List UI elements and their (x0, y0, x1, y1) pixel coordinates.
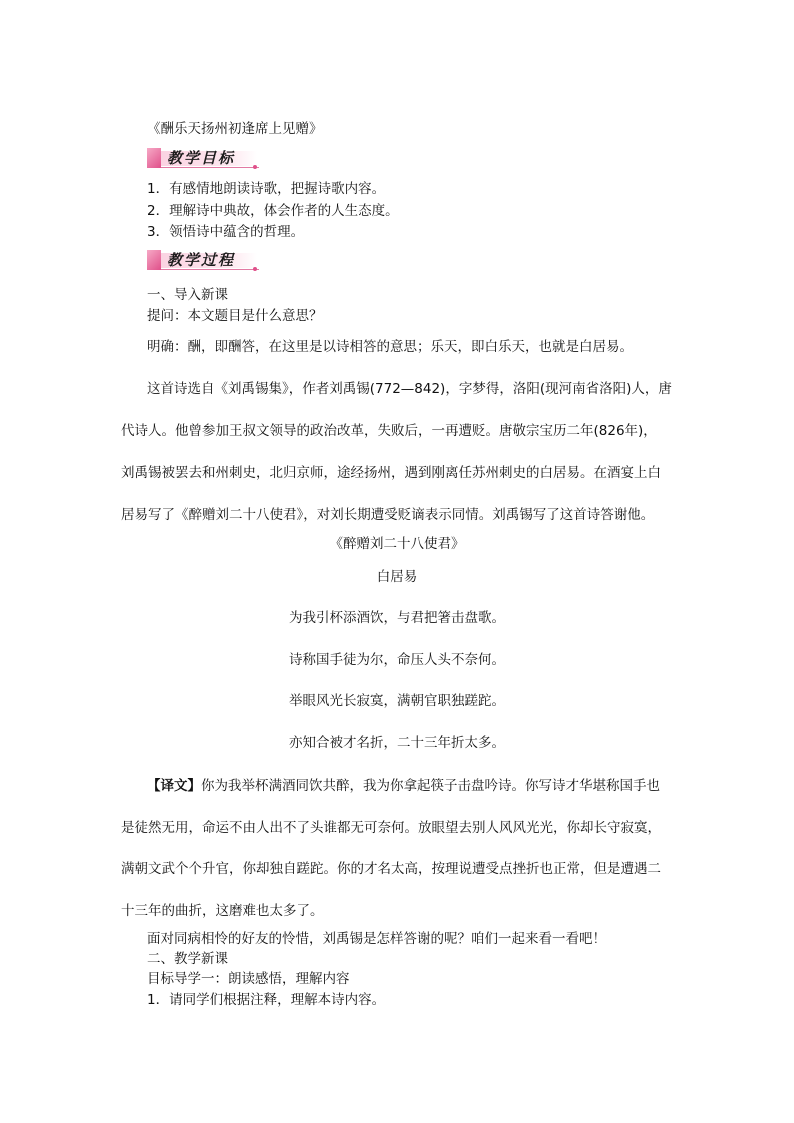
part2-title: 二、教学新课 (147, 951, 228, 967)
banner-tab-decoration (147, 250, 161, 270)
translation-line: 是徒然无用，命运不由人出不了头谁都无可奈何。放眼望去别人风风光光，你却长守寂寞， (121, 820, 661, 836)
banner-dot (253, 267, 257, 271)
banner-tab-decoration (147, 148, 161, 168)
banner-dot (253, 165, 257, 169)
intro-line: 刘禹锡被罢去和州刺史，北归京师，途经扬州，遇到刚离任苏州刺史的白居易。在酒宴上白 (121, 465, 661, 481)
poem-author: 白居易 (376, 569, 418, 585)
poem-title: 《醉赠刘二十八使君》 (329, 536, 465, 552)
process-heading-banner (147, 250, 259, 272)
translation-line: 满朝文武个个升官，你却独自蹉跎。你的才名太高，按理说遭受点挫折也正常，但是遭遇二 (121, 861, 661, 877)
guide-title: 目标导学一：朗读感悟，理解内容 (147, 971, 350, 987)
translation-text: 你为我举杯满酒同饮共醉，我为你拿起筷子击盘吟诗。你写诗才华堪称国手也 (201, 778, 660, 794)
intro-line: 这首诗选自《刘禹锡集》，作者刘禹锡(772—842)，字梦得，洛阳(现河南省洛阳)人，唐 (147, 381, 672, 397)
guide-item: 1．请同学们根据注释，理解本诗内容。 (147, 992, 386, 1008)
transition-line: 面对同病相怜的好友的怜惜，刘禹锡是怎样答谢的呢？咱们一起来看一看吧！ (147, 931, 606, 947)
goals-heading: 教学目标 (167, 149, 236, 167)
poem-line: 亦知合被才名折，二十三年折太多。 (289, 735, 505, 751)
goal-item: 2．理解诗中典故，体会作者的人生态度。 (147, 203, 399, 219)
banner-underline (161, 269, 259, 270)
intro-line: 居易写了《醉赠刘二十八使君》，对刘长期遭受贬谪表示同情。刘禹锡写了这首诗答谢他。 (121, 507, 655, 523)
translation-first-line (147, 777, 660, 795)
question-line: 提问：本文题目是什么意思？ (147, 308, 323, 324)
poem-line: 诗称国手徒为尔，命压人头不奈何。 (289, 652, 505, 668)
translation-tag: 【译文】 (147, 778, 201, 794)
goal-item: 3．领悟诗中蕴含的哲理。 (147, 224, 305, 240)
answer-line: 明确：酬，即酬答，在这里是以诗相答的意思；乐天，即白乐天，也就是白居易。 (147, 339, 633, 355)
part1-title: 一、导入新课 (147, 287, 228, 303)
poem-line: 举眼风光长寂寞，满朝官职独蹉跎。 (289, 693, 505, 709)
intro-line: 代诗人。他曾参加王叔文领导的政治改革，失败后，一再遭贬。唐敬宗宝历二年(826年)， (121, 423, 657, 439)
poem-line: 为我引杯添酒饮，与君把箸击盘歌。 (289, 610, 505, 626)
translation-line: 十三年的曲折，这磨难也太多了。 (121, 903, 324, 919)
process-heading: 教学过程 (167, 251, 236, 269)
document-title: 《酬乐天扬州初逢席上见赠》 (147, 121, 323, 137)
banner-underline (161, 167, 259, 168)
goals-heading-banner (147, 148, 259, 170)
goal-item: 1．有感情地朗读诗歌，把握诗歌内容。 (147, 181, 386, 197)
